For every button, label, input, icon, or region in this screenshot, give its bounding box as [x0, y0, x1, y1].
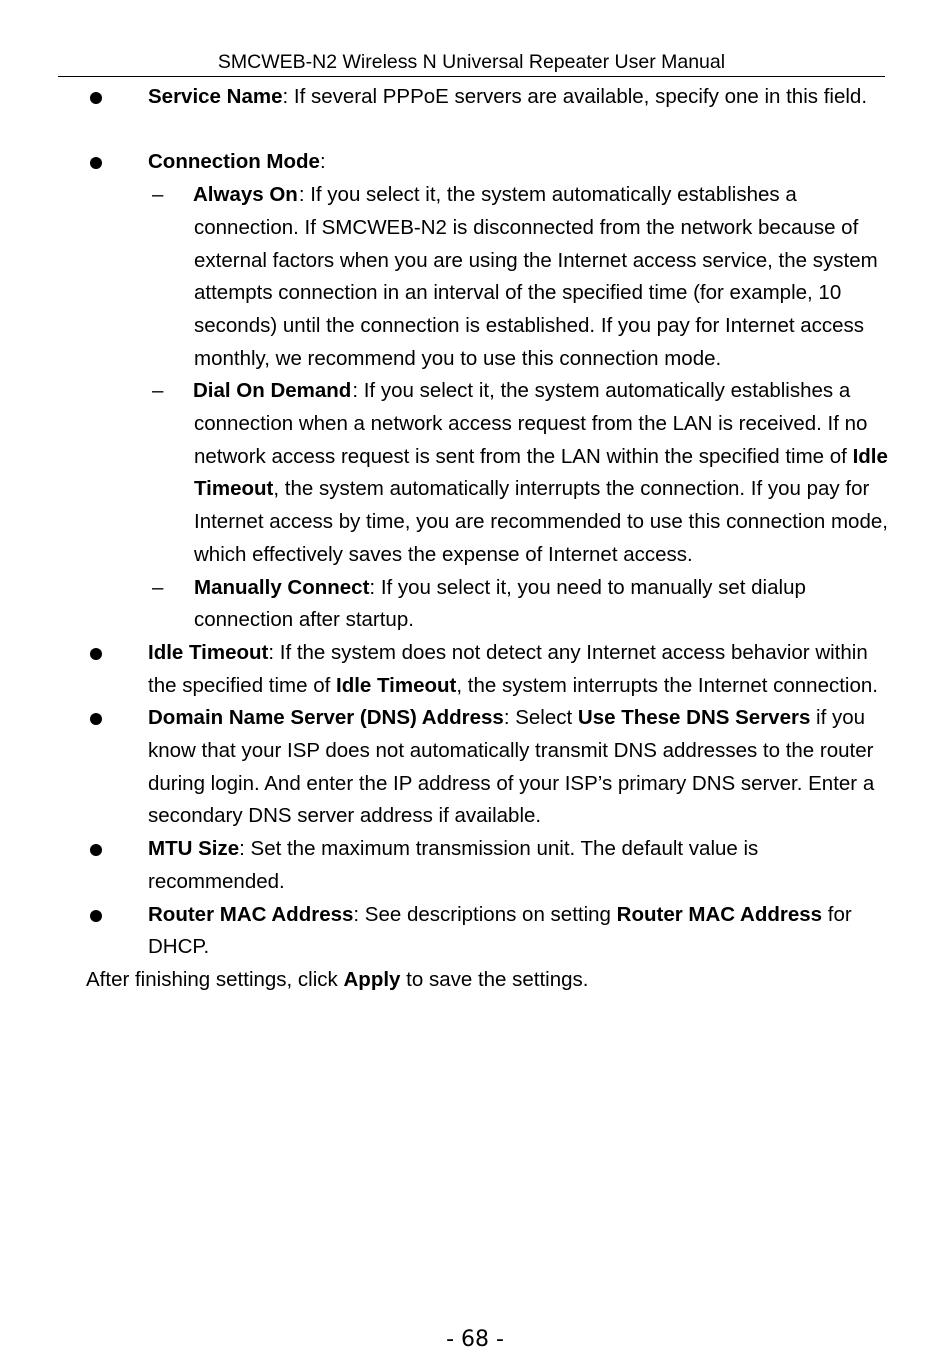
description-manually-connect: : If you select it, you need to manually set dialup connection after startup. [194, 575, 806, 632]
term-idle-timeout-inline: Idle Timeout [336, 673, 457, 697]
term-use-these-dns-servers: Use These DNS Servers [577, 706, 811, 730]
sub-item-dial-on-demand [0, 375, 950, 571]
dash-icon: – [152, 183, 164, 207]
term-mtu-size: MTU Size [148, 837, 240, 861]
header-divider [58, 76, 885, 77]
closing-text: After finishing settings, click [86, 967, 344, 991]
page-number: - 68 - [446, 1327, 504, 1352]
bullet-icon [90, 157, 102, 169]
description-service-name: : If several PPPoE servers are available, specify one in this field. [282, 85, 868, 108]
term-always-on: Always On [193, 183, 298, 207]
list-item-mtu-size [0, 833, 950, 898]
bullet-icon [90, 713, 102, 725]
description-dial-on-demand-cont: , the system automatically interrupts the connection. If you pay for Internet access by time, you are recommended to use this connection mode, which effectively saves the expense of Internet access. [194, 477, 888, 566]
bullet-icon [90, 92, 102, 104]
list-item-connection-mode [0, 146, 950, 179]
term-apply: Apply [343, 967, 401, 991]
description-mtu-size: : Set the maximum transmission unit. The default value is recommended. [148, 837, 759, 893]
description-idle-timeout-cont: , the system interrupts the Internet connection. [456, 673, 878, 697]
dash-icon: – [152, 575, 164, 599]
term-idle-timeout-inline: Idle Timeout [194, 444, 888, 501]
sub-item-manually-connect [0, 572, 950, 637]
dash-icon: – [152, 379, 164, 403]
term-router-mac: Router MAC Address [148, 902, 354, 926]
description-dns: : Select [503, 706, 578, 730]
description-router-mac-cont: for DHCP. [148, 902, 852, 959]
spacer [0, 114, 950, 147]
list-item-idle-timeout [0, 637, 950, 702]
term-dial-on-demand: Dial On Demand [193, 379, 352, 403]
term-service-name: Service Name [148, 85, 283, 108]
list-item-router-mac [0, 899, 950, 964]
term-connection-mode: Connection Mode [148, 150, 320, 174]
term-dns: Domain Name Server (DNS) Address [148, 706, 504, 730]
list-item-dns [0, 702, 950, 833]
sub-item-always-on [0, 179, 950, 375]
connection-mode-colon: : [319, 150, 326, 174]
list-item-service-name [0, 81, 950, 114]
description-router-mac: : See descriptions on setting [353, 902, 617, 926]
closing-text-cont: to save the settings. [400, 967, 589, 991]
page-content [0, 81, 950, 997]
description-idle-timeout: : If the system does not detect any Internet access behavior within the specified time of [148, 640, 868, 697]
bullet-icon [90, 910, 102, 922]
page-header: SMCWEB-N2 Wireless N Universal Repeater User Manual [217, 51, 726, 73]
bullet-icon [90, 648, 102, 660]
description-dns-cont: if you know that your ISP does not automatically transmit DNS addresses to the router during login. And enter the IP address of your ISP’s primary DNS server. Enter a secondary DNS server address if available. [148, 706, 875, 828]
term-manually-connect: Manually Connect [194, 575, 370, 599]
description-always-on: : If you select it, the system automatically establishes a connection. If SMCWEB-N2 is disconnected from the network because of external factors when you are using the Internet access service, the system attempts connection in an interval of the specified time (for example, 10 seconds) until the connection is established. If you pay for Internet access monthly, we recommend you to use this connection mode. [194, 183, 878, 370]
description-dial-on-demand: : If you select it, the system automatically establishes a connection when a network access request from the LAN is received. If no network access request is sent from the LAN within the specified time of [194, 379, 868, 468]
term-router-mac-inline: Router MAC Address [616, 902, 823, 926]
term-idle-timeout: Idle Timeout [148, 640, 269, 664]
closing-paragraph [0, 964, 950, 997]
bullet-icon [90, 844, 102, 856]
